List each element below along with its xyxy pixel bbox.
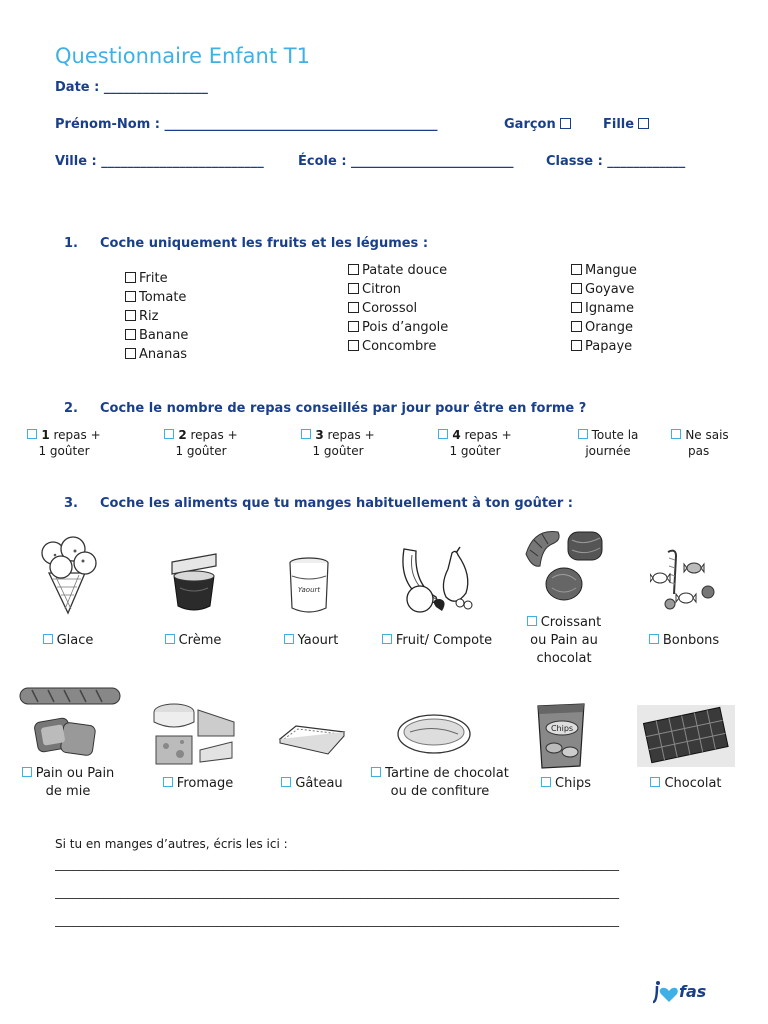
cream-dessert-image	[166, 548, 222, 616]
checkbox-item[interactable]: Mangue	[571, 261, 637, 280]
ville-field[interactable]: Ville : _________________________	[55, 154, 264, 169]
question-3-heading	[64, 496, 573, 511]
bread-image	[18, 684, 122, 764]
chocolate-image	[637, 705, 735, 767]
checkbox-item[interactable]: Igname	[571, 299, 637, 318]
goûter-option-creme[interactable]: Crème	[145, 632, 241, 650]
goûter-option-pain[interactable]: Pain ou Pain de mie	[14, 765, 122, 801]
checkbox-item[interactable]: Orange	[571, 318, 637, 337]
logo-text: fas	[679, 982, 707, 1001]
question-1-heading	[64, 236, 428, 251]
q1-column-2	[348, 261, 448, 356]
meal-option-2[interactable]: 2 repas + 1 goûter	[151, 427, 251, 459]
write-line[interactable]: ______________________________________________________________________________________________	[55, 913, 619, 927]
croissant-image	[522, 526, 606, 606]
question-2-number: 2.	[64, 401, 78, 416]
checkbox-item[interactable]: Riz	[125, 307, 188, 326]
question-2-text: Coche le nombre de repas conseillés par jour pour être en forme ?	[100, 401, 587, 416]
page-title: Questionnaire Enfant T1	[55, 44, 310, 68]
garcon-option[interactable]	[504, 117, 571, 132]
meal-option-1[interactable]: 1 repas + 1 goûter	[14, 427, 114, 459]
checkbox-item[interactable]: Banane	[125, 326, 188, 345]
write-line[interactable]: ______________________________________________________________________________________________	[55, 857, 619, 871]
goûter-option-fruit[interactable]: Fruit/ Compote	[372, 632, 502, 650]
question-1-text: Coche uniquement les fruits et les légumes :	[100, 236, 429, 251]
ecole-field[interactable]: École : _________________________	[298, 154, 514, 169]
garcon-checkbox[interactable]	[560, 118, 571, 129]
checkbox-item[interactable]: Citron	[348, 280, 448, 299]
chips-bag-label: Chips	[550, 724, 574, 733]
meal-option-all-day[interactable]: Toute la journée	[558, 427, 658, 459]
fille-checkbox[interactable]	[638, 118, 649, 129]
goûter-option-tartine[interactable]: Tartine de chocolat ou de confiture	[360, 765, 520, 801]
goûter-option-yaourt[interactable]: Yaourt	[263, 632, 359, 650]
question-3-text: Coche les aliments que tu manges habituellement à ton goûter :	[100, 496, 573, 511]
meal-option-4[interactable]: 4 repas + 1 goûter	[425, 427, 525, 459]
q1-column-1	[125, 269, 188, 364]
checkbox-item[interactable]: Goyave	[571, 280, 637, 299]
checkbox-item[interactable]: Ananas	[125, 345, 188, 364]
meal-option-3[interactable]: 3 repas + 1 goûter	[288, 427, 388, 459]
checkbox-item[interactable]: Tomate	[125, 288, 188, 307]
goûter-option-gateau[interactable]: Gâteau	[264, 775, 360, 793]
checkbox-item[interactable]: Papaye	[571, 337, 637, 356]
question-1-number: 1.	[64, 236, 78, 251]
checkbox-item[interactable]: Frite	[125, 269, 188, 288]
fille-label: Fille	[603, 117, 635, 132]
write-line[interactable]: ______________________________________________________________________________________________	[55, 885, 619, 899]
goûter-option-croissant[interactable]: Croissant ou Pain au chocolat	[512, 614, 616, 668]
fruit-image	[396, 545, 478, 617]
classe-field[interactable]: Classe : ____________	[546, 154, 686, 169]
logo-heart-icon	[651, 980, 679, 1006]
goûter-option-chips[interactable]: Chips	[518, 775, 614, 793]
goûter-option-fromage[interactable]: Fromage	[148, 775, 248, 793]
garcon-label: Garçon	[504, 117, 556, 132]
checkbox-item[interactable]: Corossol	[348, 299, 448, 318]
checkbox-item[interactable]: Concombre	[348, 337, 448, 356]
jofas-logo	[651, 980, 727, 1006]
goûter-option-bonbons[interactable]: Bonbons	[636, 632, 732, 650]
q1-column-3	[571, 261, 637, 356]
meal-option-dont-know[interactable]: Ne sais pas	[660, 427, 740, 459]
fille-option[interactable]	[603, 117, 649, 132]
goûter-option-chocolat[interactable]: Chocolat	[638, 775, 734, 793]
cake-image	[276, 722, 348, 756]
question-2-heading	[64, 401, 586, 416]
chips-image	[532, 702, 590, 770]
date-field[interactable]: Date : ________________	[55, 80, 208, 95]
goûter-option-glace[interactable]: Glace	[20, 632, 116, 650]
yogurt-image	[284, 556, 334, 616]
cheese-image	[152, 700, 236, 768]
yogurt-label: Yaourt	[297, 586, 321, 594]
checkbox-item[interactable]: Patate douce	[348, 261, 448, 280]
toast-image	[396, 712, 472, 756]
others-prompt: Si tu en manges d’autres, écris les ici :	[55, 837, 288, 851]
ice-cream-image	[35, 535, 101, 615]
name-field[interactable]: Prénom-Nom : __________________________________________	[55, 117, 438, 132]
checkbox-item[interactable]: Pois d’angole	[348, 318, 448, 337]
question-3-number: 3.	[64, 496, 78, 511]
candies-image	[650, 548, 718, 614]
